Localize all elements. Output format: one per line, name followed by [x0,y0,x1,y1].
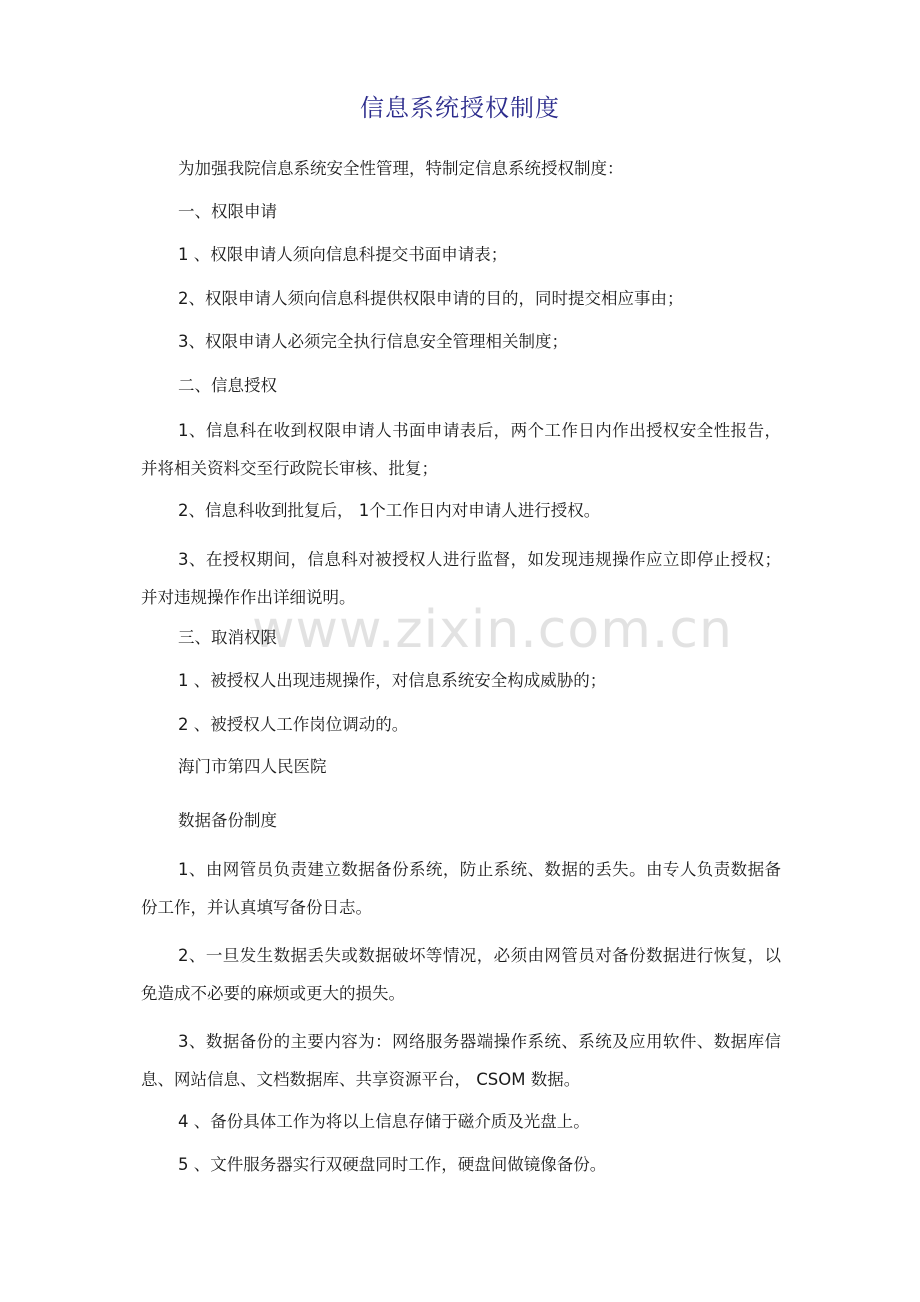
list-item: 3、权限申请人必须完全执行信息安全管理相关制度； [178,332,568,351]
list-item: 3、数据备份的主要内容为：网络服务器端操作系统、系统及应用软件、数据库信息、网站信息、文档数据库、共享资源平台， CSOM 数据。 [141,1032,781,1089]
document-title: 信息系统授权制度 [360,94,560,122]
signature: 海门市第四人民医院 [178,757,327,776]
heading-permission-application: 一、权限申请 [178,202,277,221]
list-item: 4 、备份具体工作为将以上信息存储于磁介质及光盘上。 [178,1112,590,1131]
list-item: 1、由网管员负责建立数据备份系统，防止系统、数据的丢失。由专人负责数据备份工作，并认真填写备份日志。 [141,860,781,917]
watermark: www.zixin.com.cn [252,600,733,660]
heading-revoke-permission: 三、取消权限 [178,628,277,647]
heading-information-authorization: 二、信息授权 [178,376,277,395]
list-item: 1 、权限申请人须向信息科提交书面申请表； [178,245,508,264]
list-item: 1 、被授权人出现违规操作，对信息系统安全构成威胁的； [178,671,607,690]
list-item: 3、在授权期间，信息科对被授权人进行监督，如发现违规操作应立即停止授权；并对违规操作作出详细说明。 [141,550,781,607]
list-item: 2、一旦发生数据丢失或数据破坏等情况，必须由网管员对备份数据进行恢复，以免造成不必要的麻烦或更大的损失。 [141,946,781,1003]
list-item: 1、信息科在收到权限申请人书面申请表后，两个工作日内作出授权安全性报告，并将相关资料交至行政院长审核、批复； [141,421,781,478]
heading-data-backup: 数据备份制度 [178,811,277,830]
list-item: 2、信息科收到批复后， 1个工作日内对申请人进行授权。 [178,501,601,520]
intro-paragraph: 为加强我院信息系统安全性管理，特制定信息系统授权制度： [178,159,624,178]
list-item: 2、权限申请人须向信息科提供权限申请的目的，同时提交相应事由； [178,289,684,308]
list-item: 5 、文件服务器实行双硬盘同时工作，硬盘间做镜像备份。 [178,1155,607,1174]
list-item: 2 、被授权人工作岗位调动的。 [178,715,409,734]
